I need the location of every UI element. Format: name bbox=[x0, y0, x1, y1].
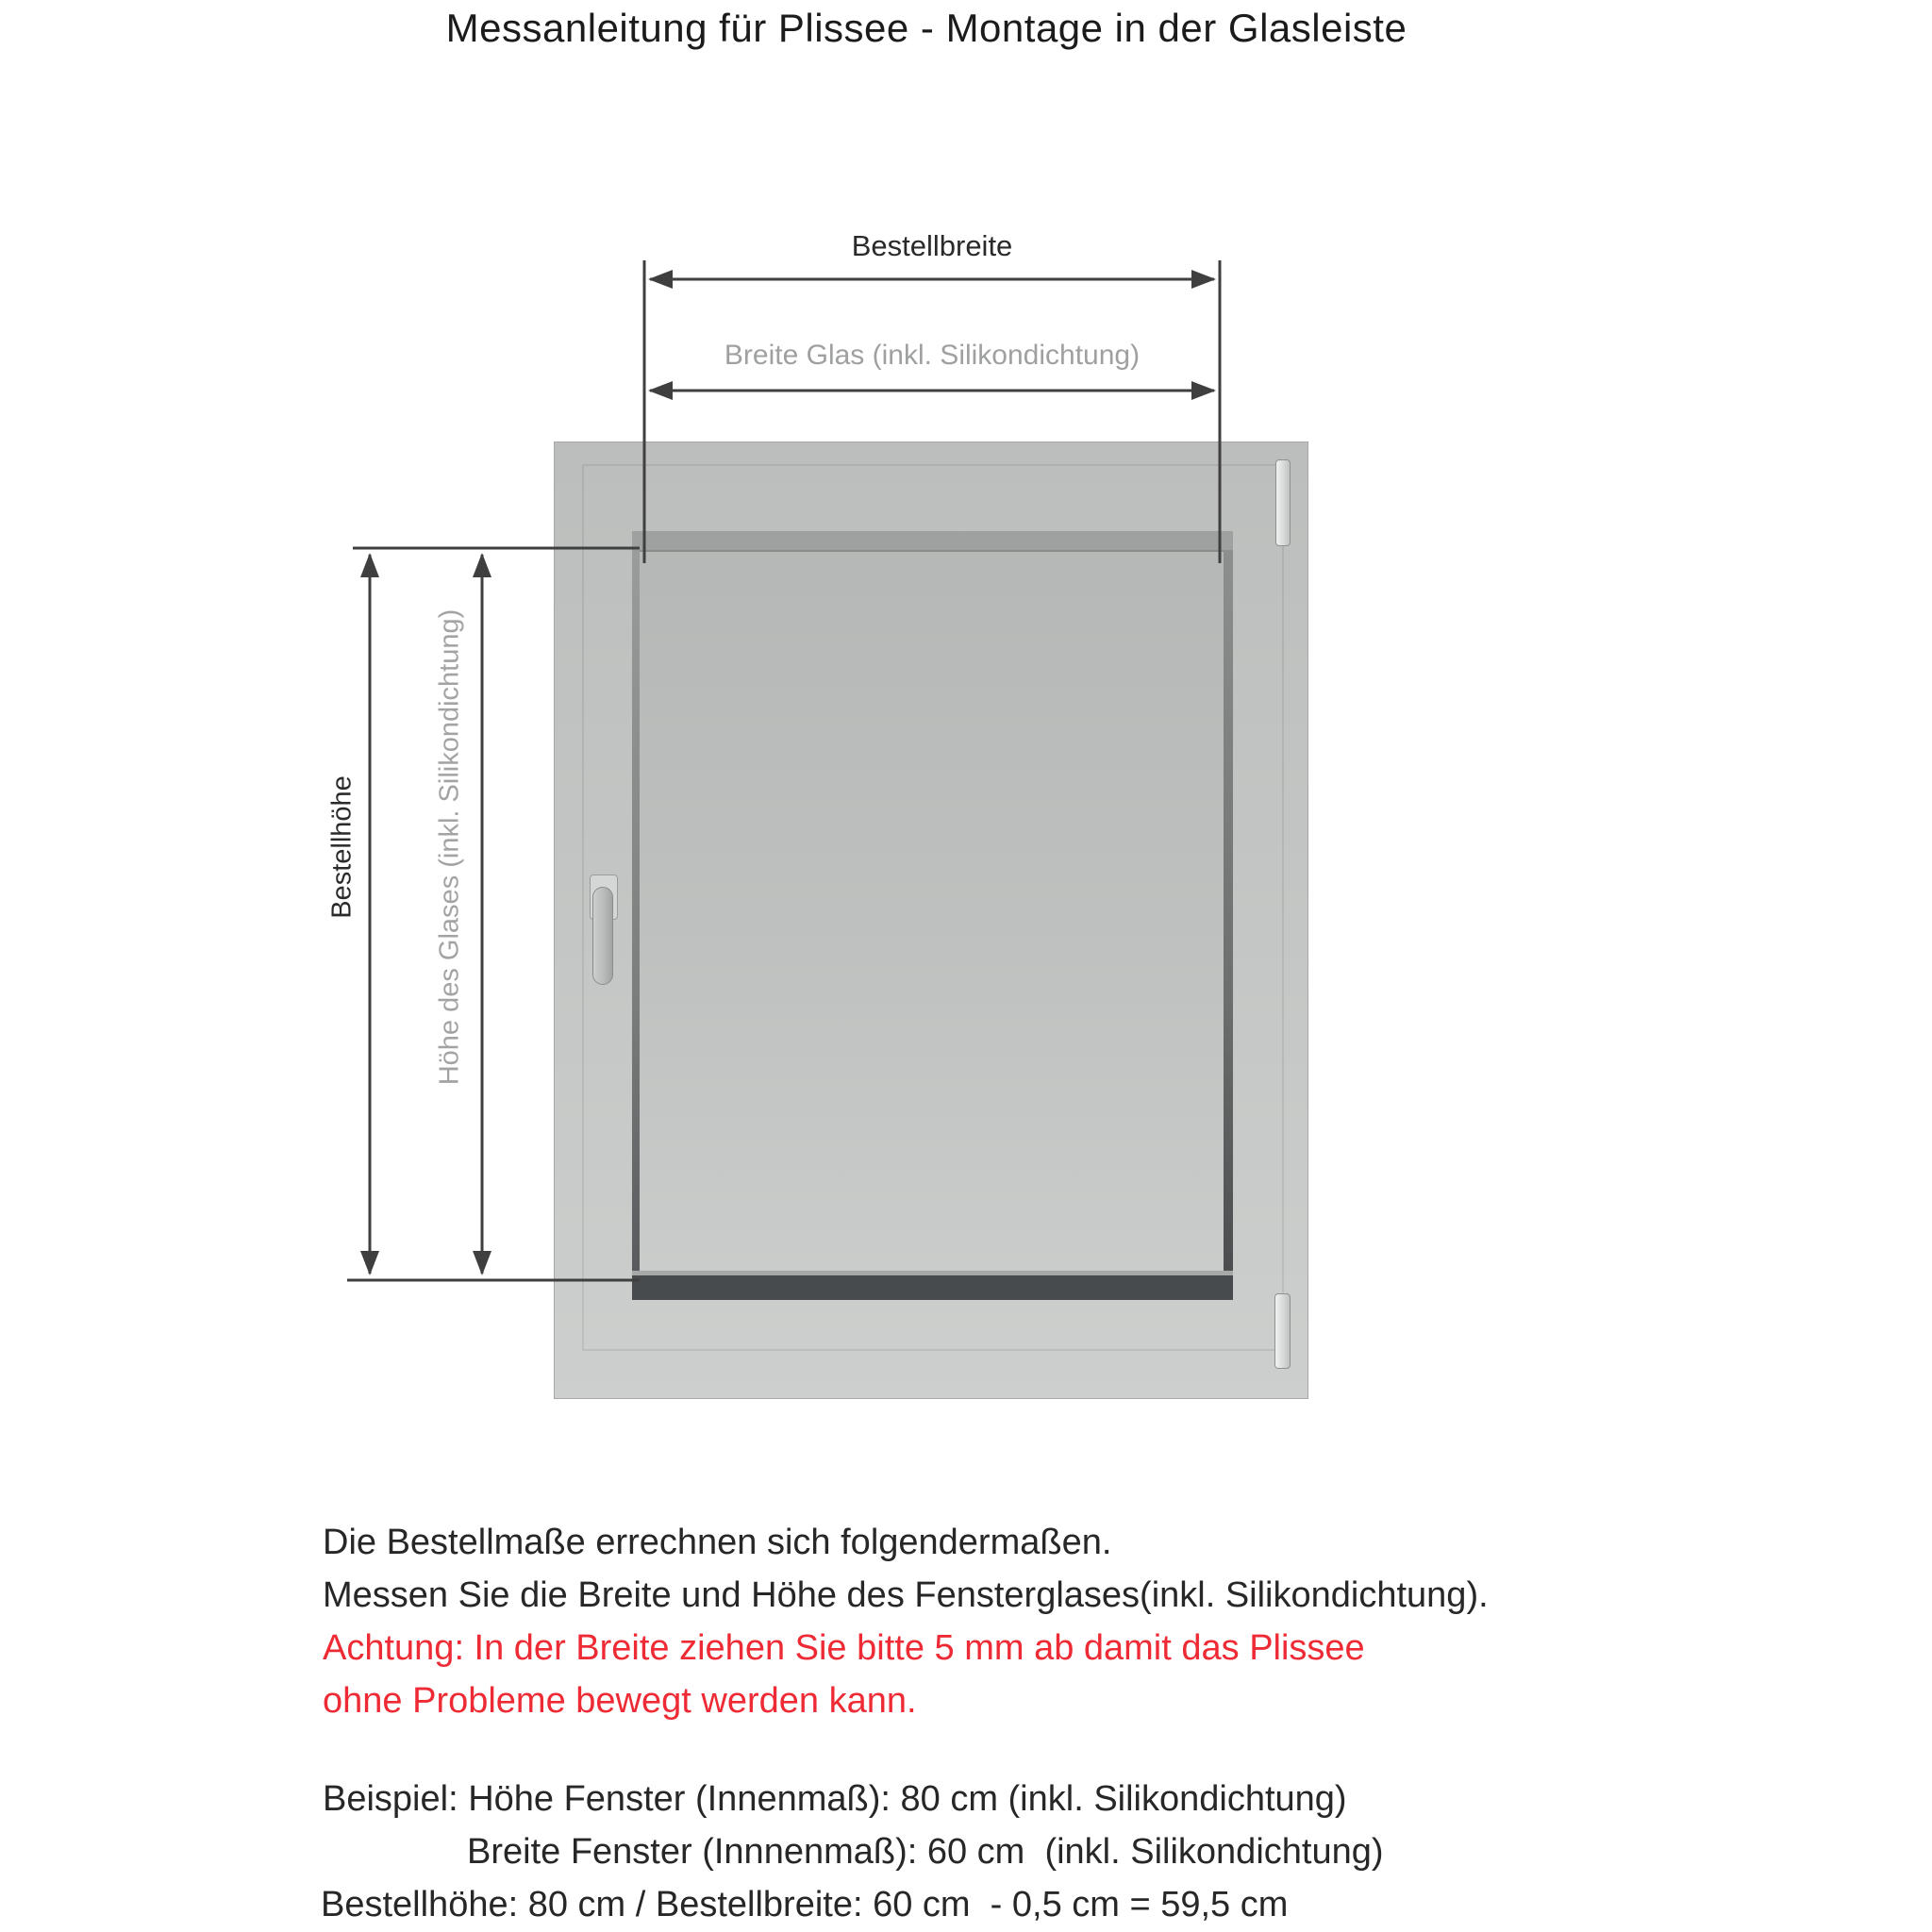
order-width-label: Bestellbreite bbox=[851, 229, 1013, 262]
warning-line-2: ohne Probleme bewegt werden kann. bbox=[323, 1681, 917, 1721]
window-hinge-top bbox=[1275, 459, 1291, 546]
glazing-bead-left bbox=[632, 550, 640, 1300]
example-line-1: Beispiel: Höhe Fenster (Innenmaß): 80 cm (inkl. Silikondichtung) bbox=[323, 1779, 1347, 1819]
window-hinge-bottom bbox=[1274, 1293, 1291, 1369]
instruction-line-2: Messen Sie die Breite und Höhe des Fensterglases(inkl. Silikondichtung). bbox=[323, 1575, 1489, 1615]
glazing-bead-top bbox=[632, 531, 1233, 552]
glass-width-label: Breite Glas (inkl. Silikondichtung) bbox=[724, 340, 1141, 371]
example-line-2: Breite Fenster (Innnenmaß): 60 cm (inkl. Silikondichtung) bbox=[467, 1832, 1384, 1872]
order-height-label: Bestellhöhe bbox=[326, 775, 358, 919]
warning-line-1: Achtung: In der Breite ziehen Sie bitte 5 mm ab damit das Plissee bbox=[323, 1628, 1365, 1668]
instruction-line-1: Die Bestellmaße errechnen sich folgendermaßen. bbox=[323, 1523, 1112, 1562]
glass-height-label: Höhe des Glases (inkl. Silikondichtung) bbox=[434, 608, 465, 1086]
window-handle-icon bbox=[592, 887, 613, 985]
window-glass bbox=[632, 531, 1233, 1300]
example-line-3: Bestellhöhe: 80 cm / Bestellbreite: 60 cm - 0,5 cm = 59,5 cm bbox=[321, 1885, 1289, 1924]
glazing-bead-right bbox=[1224, 550, 1233, 1300]
page-title: Messanleitung für Plissee - Montage in der Glasleiste bbox=[445, 6, 1407, 50]
glazing-bead-bottom bbox=[632, 1275, 1233, 1300]
